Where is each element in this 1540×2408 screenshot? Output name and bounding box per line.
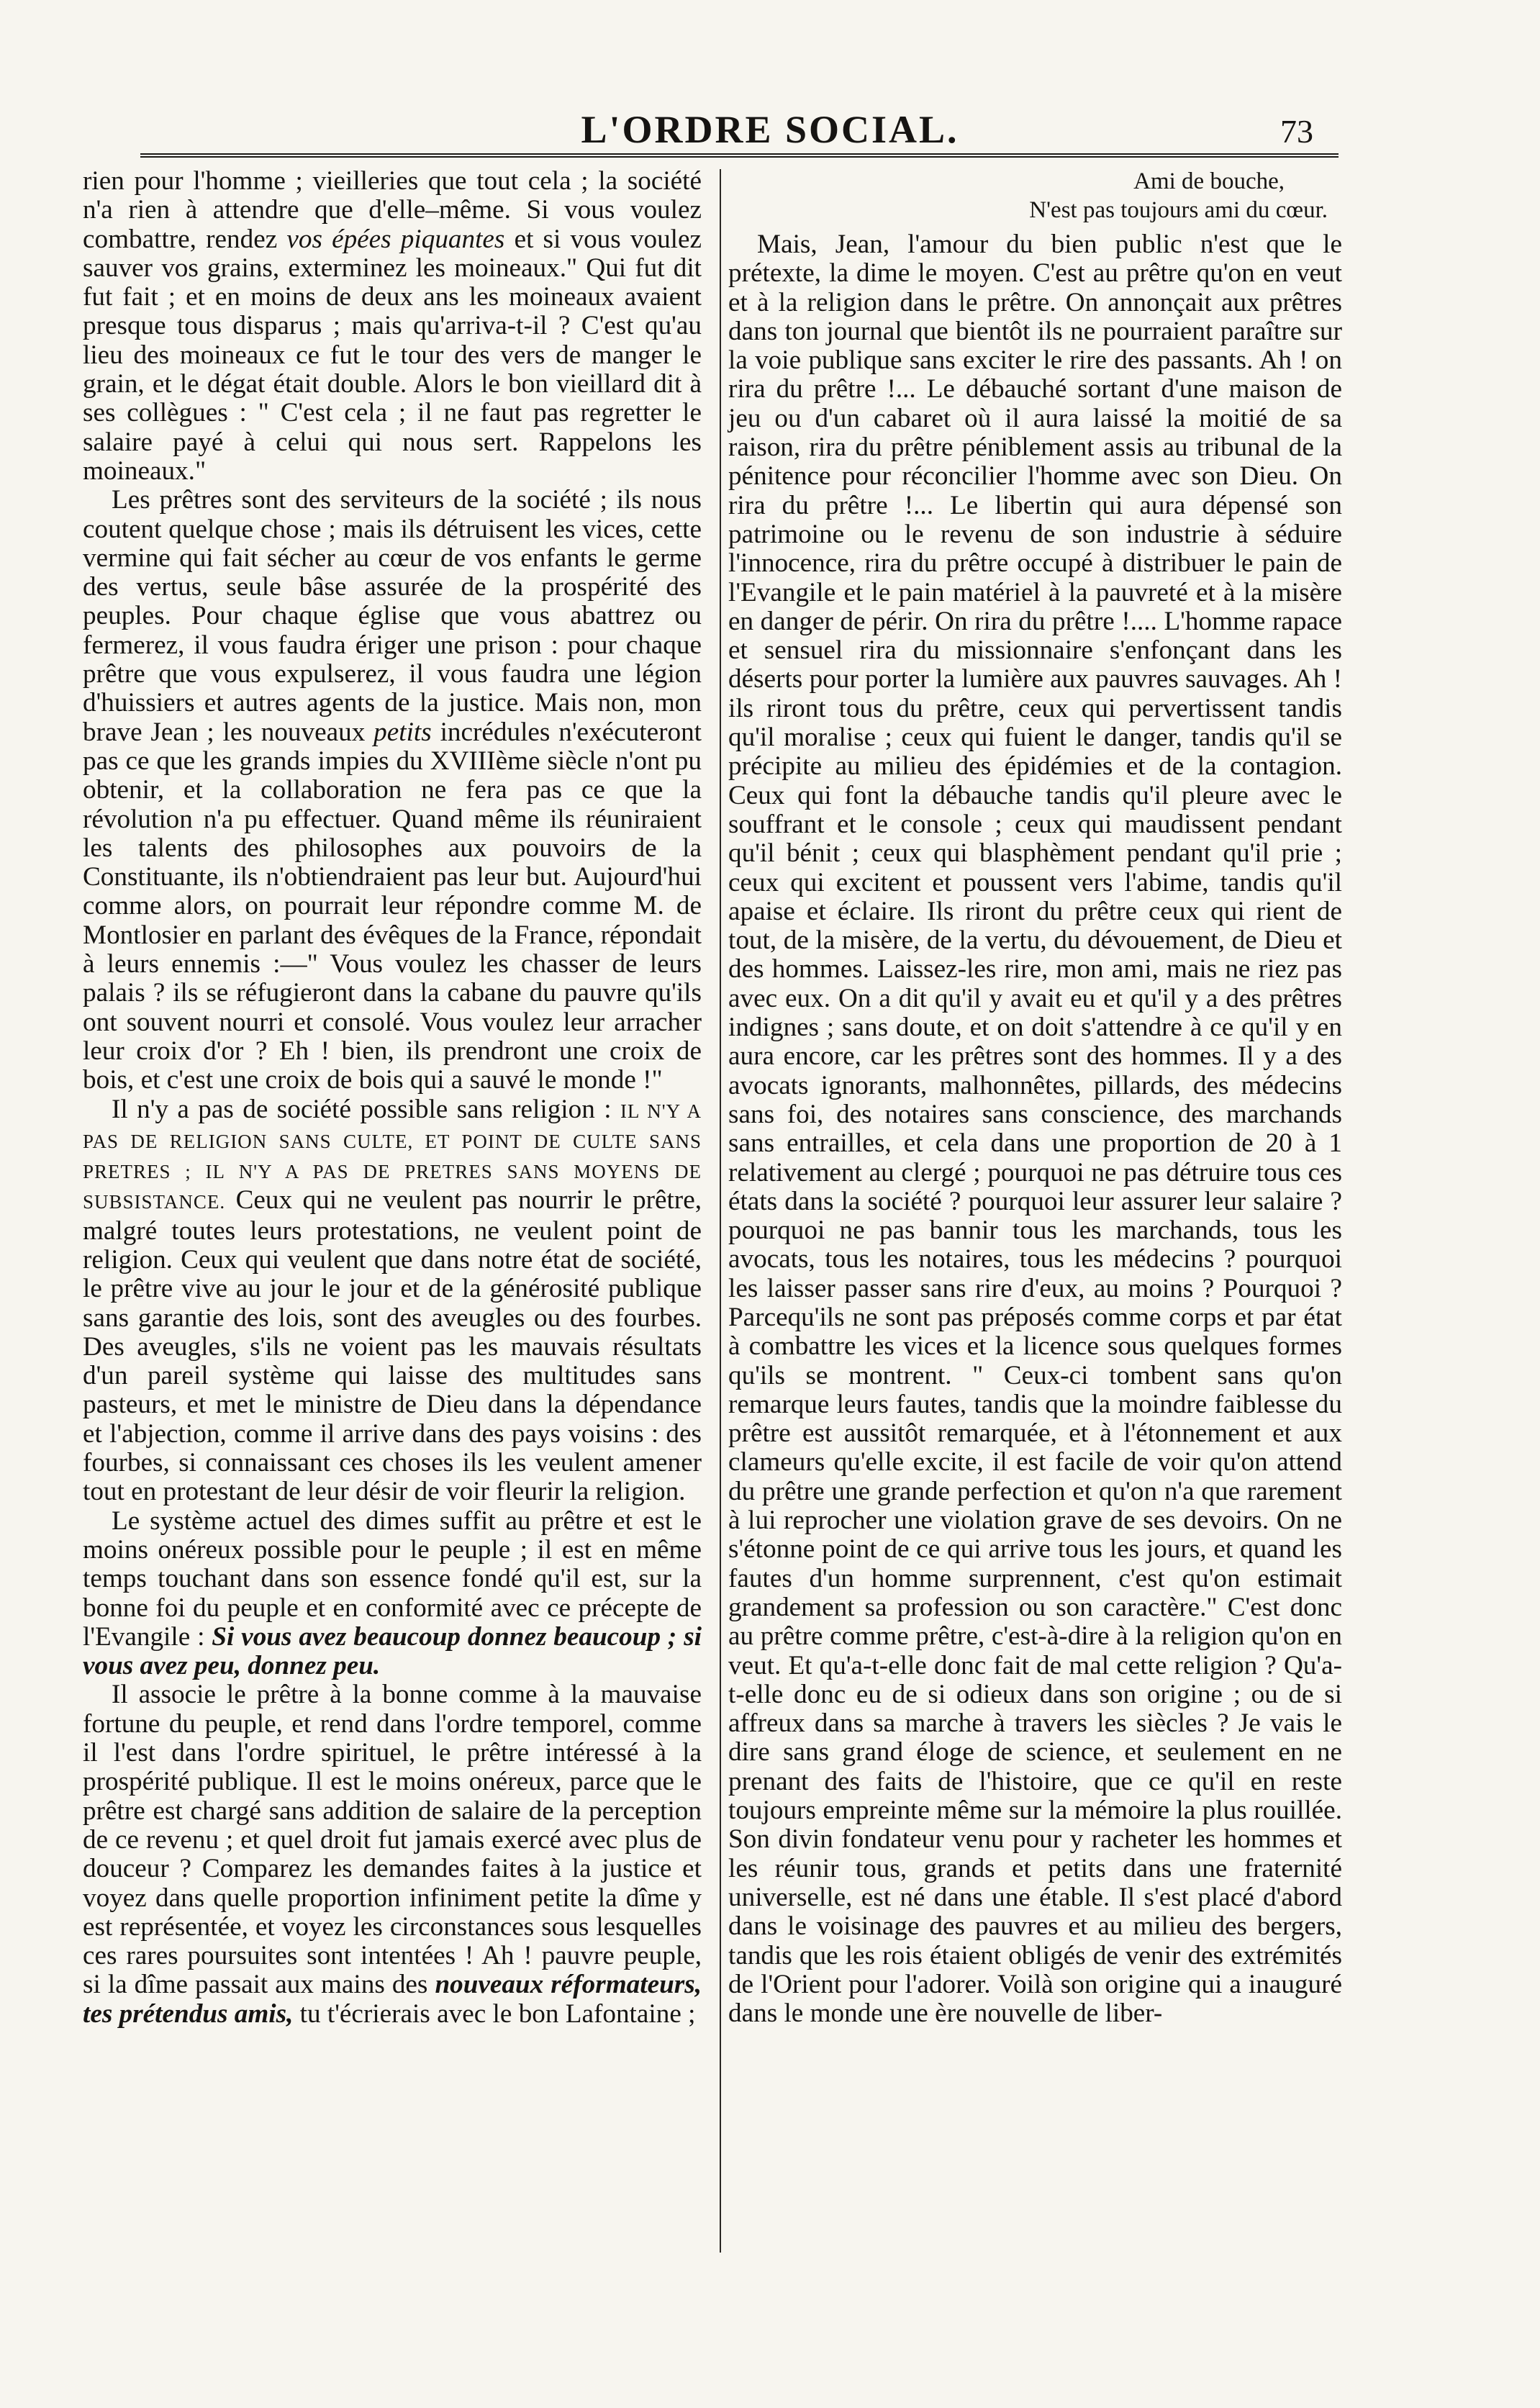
- text-run: tu t'écrierais avec le bon Lafontaine ;: [293, 1999, 696, 2029]
- text-run: Il associe le prêtre à la bonne comme à la mauvaise fortune du peuple, et rend dans l'ordre temporel, comme il l'est dans l'ordre spirituel, le prêtre intéressé à la prospérité publique. Il est le moins onéreux, parce que le prêtre est chargé sans addition de salaire de la perception de ce revenu ; et quel droit fut jamais exercé avec plus de douceur ? Comparez les demandes faites à la justice et voyez dans quelle proportion infiniment petite la dîme y est représentée, et voyez les circonstances sous lesquelles ces rares poursuites sont intentées ! Ah ! pauvre peuple, si la dîme passait aux mains des: [83, 1680, 702, 2000]
- text-run: Les prêtres sont des serviteurs de la société ; ils nous coutent quelque chose ; mais ils détruisent les vices, cette vermine qui fait sécher au cœur de vos enfants le germe des vertus, seule bâse assurée de la prospérité des peuples. Pour chaque église que vous abattrez ou fermerez, il vous faudra ériger une prison : pour chaque prêtre que vous expulserez, il vous faudra une légion d'huissiers et autres agents de la justice. Mais non, mon brave Jean ; les nouveaux: [83, 485, 702, 747]
- italic-run: vos épées piquantes: [286, 224, 505, 254]
- text-run: incrédules n'exécuteront pas ce que les grands impies du XVIIIème siècle n'ont pu obtenir, et la collaboration ne fera pas ce que la révolution n'a pu effectuer. Quand même ils réuniraient les talents des philosophes aux pouvoirs de la Constituante, ils n'obtiendraient pas leur but. Aujourd'hui comme alors, on pourrait leur répondre comme M. de Montlosier en parlant des évêques de la France, répondait à leurs ennemis :—" Vous voulez les chasser de leurs palais ? ils se réfugieront dans la cabane du pauvre qu'ils ont souvent nourri et consolé. Vous voulez leur arracher leur croix d'or ? Eh ! bien, ils prendront une croix de bois, et c'est une croix de bois qui a sauvé le monde !": [83, 717, 702, 1095]
- left-paragraph-2: [83, 486, 702, 1095]
- page-number: 73: [1280, 113, 1313, 150]
- epigraph: [728, 167, 1342, 225]
- text-run: rien pour l'homme ; vieilleries que tout cela ; la société n'a rien à attendre que d'elle–même. Si vous voulez combattre, rendez: [83, 166, 702, 254]
- italic-run: nouveaux réformateurs, tes prétendus amis,: [83, 1970, 702, 2029]
- left-paragraph-4: [83, 1507, 702, 1681]
- italic-run: petits: [373, 717, 432, 747]
- left-paragraph-1: [83, 167, 702, 486]
- text-run: Ceux qui ne veulent pas nourrir le prêtre, malgré toutes leurs protestations, ne veulent point de religion. Ceux qui veulent que dans notre état de société, le prêtre vive au jour le jour et de la générosité publique sans garantie des lois, sont des aveugles ou des fourbes. Des aveugles, s'ils ne voient pas les mauvais résultats d'un pareil système qui laisse des multitudes sans pasteurs, et met le ministre de Dieu dans la dépendance et l'abjection, comme il arrive dans des pays voisins : des fourbes, si connaissant ces choses ils les veulent amener tout en protestant de leur désir de voir fleurir la religion.: [83, 1185, 702, 1507]
- right-column: [728, 167, 1342, 2028]
- right-paragraph-1: Mais, Jean, l'amour du bien public n'est que le prétexte, la dime le moyen. C'est au prêtre qu'on en veut et à la religion dans le prêtre. On annonçait aux prêtres dans ton journal que bientôt ils ne pourraient paraître sur la voie publique sans exciter le rire des passants. Ah ! on rira du prêtre !... Le débauché sortant d'une maison de jeu ou d'un cabaret où il aura laissé la moitié de sa raison, rira du prêtre péniblement assis au tribunal de la pénitence pour réconcilier l'homme avec son Dieu. On rira du prêtre !... Le libertin qui aura dépensé son patrimoine ou le revenu de son industrie à séduire l'innocence, rira du prêtre occupé à distribuer le pain de l'Evangile et le pain matériel à la pauvreté et à la misère en danger de périr. On rira du prêtre !.... L'homme rapace et sensuel rira du missionnaire s'enfonçant dans les déserts pour porter la lumière aux pauvres sauvages. Ah ! ils riront tous du prêtre, ceux qui pervertissent tandis qu'il moralise ; ceux qui fuient le danger, tandis qu'il se précipite au milieu des épidémies et de la contagion. Ceux qui font la débauche tandis qu'il pleure avec le souffrant et le console ; ceux qui maudissent pendant qu'il bénit ; ceux qui blasphèment pendant qu'il prie ; ceux qui excitent et poussent vers l'abime, tandis qu'il apaise et éclaire. Ils riront du prêtre ceux qui rient de tout, de la misère, de la vertu, du dévouement, de Dieu et des hommes. Laissez-les rire, mon ami, mais ne riez pas avec eux. On a dit qu'il y avait eu et qu'il y a des prêtres indignes ; sans doute, et on doit s'attendre à ce qu'il y en aura encore, car les prêtres sont des hommes. Il y a des avocats ignorants, malhonnêtes, pillards, des médecins sans foi, des notaires sans conscience, des marchands sans entrailles, et cela dans une proportion de 20 à 1 relativement au clergé ; pourquoi ne pas détruire tous ces états dans la société ? pourquoi leur assurer leur salaire ? pourquoi ne pas bannir tous les marchands, tous les avocats, tous les notaires, tous les médecins ? pourquoi les laisser passer sans rire d'eux, au moins ? Pourquoi ? Parcequ'ils ne sont pas préposés comme corps et par état à combattre les vices et la licence sous quelques formes qu'ils se montrent. " Ceux-ci tombent sans qu'on remarque leurs fautes, tandis que la moindre faiblesse du prêtre est aussitôt remarquée, et à l'étonnement et aux clameurs qu'elle excite, il est facile de voir qu'on attend du prêtre une grande perfection et qu'on n'a que rarement à lui reprocher une violation grave de ses devoirs. On ne s'étonne point de ce qui arrive tous les jours, et quand les fautes d'un homme surprennent, c'est qu'on estimait grandement sa profession ou son caractère." C'est donc au prêtre comme prêtre, c'est-à-dire à la religion qu'on en veut. Et qu'a-t-elle donc fait de mal cette religion ? Qu'a-t-elle donc eu de si odieux dans son origine ; ou de si affreux dans sa marche à travers les siècles ? Je vais le dire sans grand éloge de science, et seulement en ne prenant des faits de l'histoire, que ce qu'il en reste toujours empreinte même sur la mémoire la plus rouillée. Son divin fondateur venu pour y racheter les hommes et les réunir tous, grands et petits dans une fraternité universelle, est né dans une étable. Il s'est placé d'abord dans le voisinage des pauvres et au milieu des bergers, tandis que les rois étaient obligés de venir des extrémités de l'Orient pour l'adorer. Voilà son origine qui a inauguré dans le monde une ère nouvelle de liber-: [728, 230, 1342, 2029]
- text-run: Le système actuel des dimes suffit au prêtre et est le moins onéreux possible pour le peuple ; il est en même temps touchant dans son essence fondé qu'il est, sur la bonne foi du peuple et en conformité avec ce précepte de l'Evangile :: [83, 1506, 702, 1652]
- text-run: Il n'y a pas de société possible sans religion :: [112, 1094, 620, 1124]
- epigraph-line-2: N'est pas toujours ami du cœur.: [1029, 197, 1328, 223]
- header-rule: [140, 153, 1339, 158]
- caps-run: IL N'Y A PAS DE RELIGION SANS CULTE, ET POINT DE CULTE SANS PRETRES ; IL N'Y A PAS DE PRETRES SANS MOYENS DE SUBSISTANCE.: [83, 1100, 702, 1213]
- left-paragraph-5: [83, 1680, 702, 2029]
- left-paragraph-3: [83, 1095, 702, 1507]
- italic-run: Si vous avez beaucoup donnez beaucoup ; si vous avez peu, donnez peu.: [83, 1621, 702, 1681]
- left-column: [83, 167, 702, 2029]
- text-run: et si vous voulez sauver vos grains, exterminez les moineaux." Qui fut dit fut fait ; et en moins de deux ans les moineaux avaient presque tous disparus ; mais qu'arriva-t-il ? C'est qu'au lieu des moineaux ce fut le tour des vers de manger le grain, et le dégat était double. Alors le bon vieillard dit à ses collègues : " C'est cela ; il ne faut pas regretter le salaire payé à celui qui nous sert. Rappelons les moineaux.": [83, 224, 702, 486]
- epigraph-line-1: Ami de bouche,: [1133, 168, 1285, 194]
- column-divider: [720, 169, 721, 2253]
- page-title: L'ORDRE SOCIAL.: [581, 108, 959, 151]
